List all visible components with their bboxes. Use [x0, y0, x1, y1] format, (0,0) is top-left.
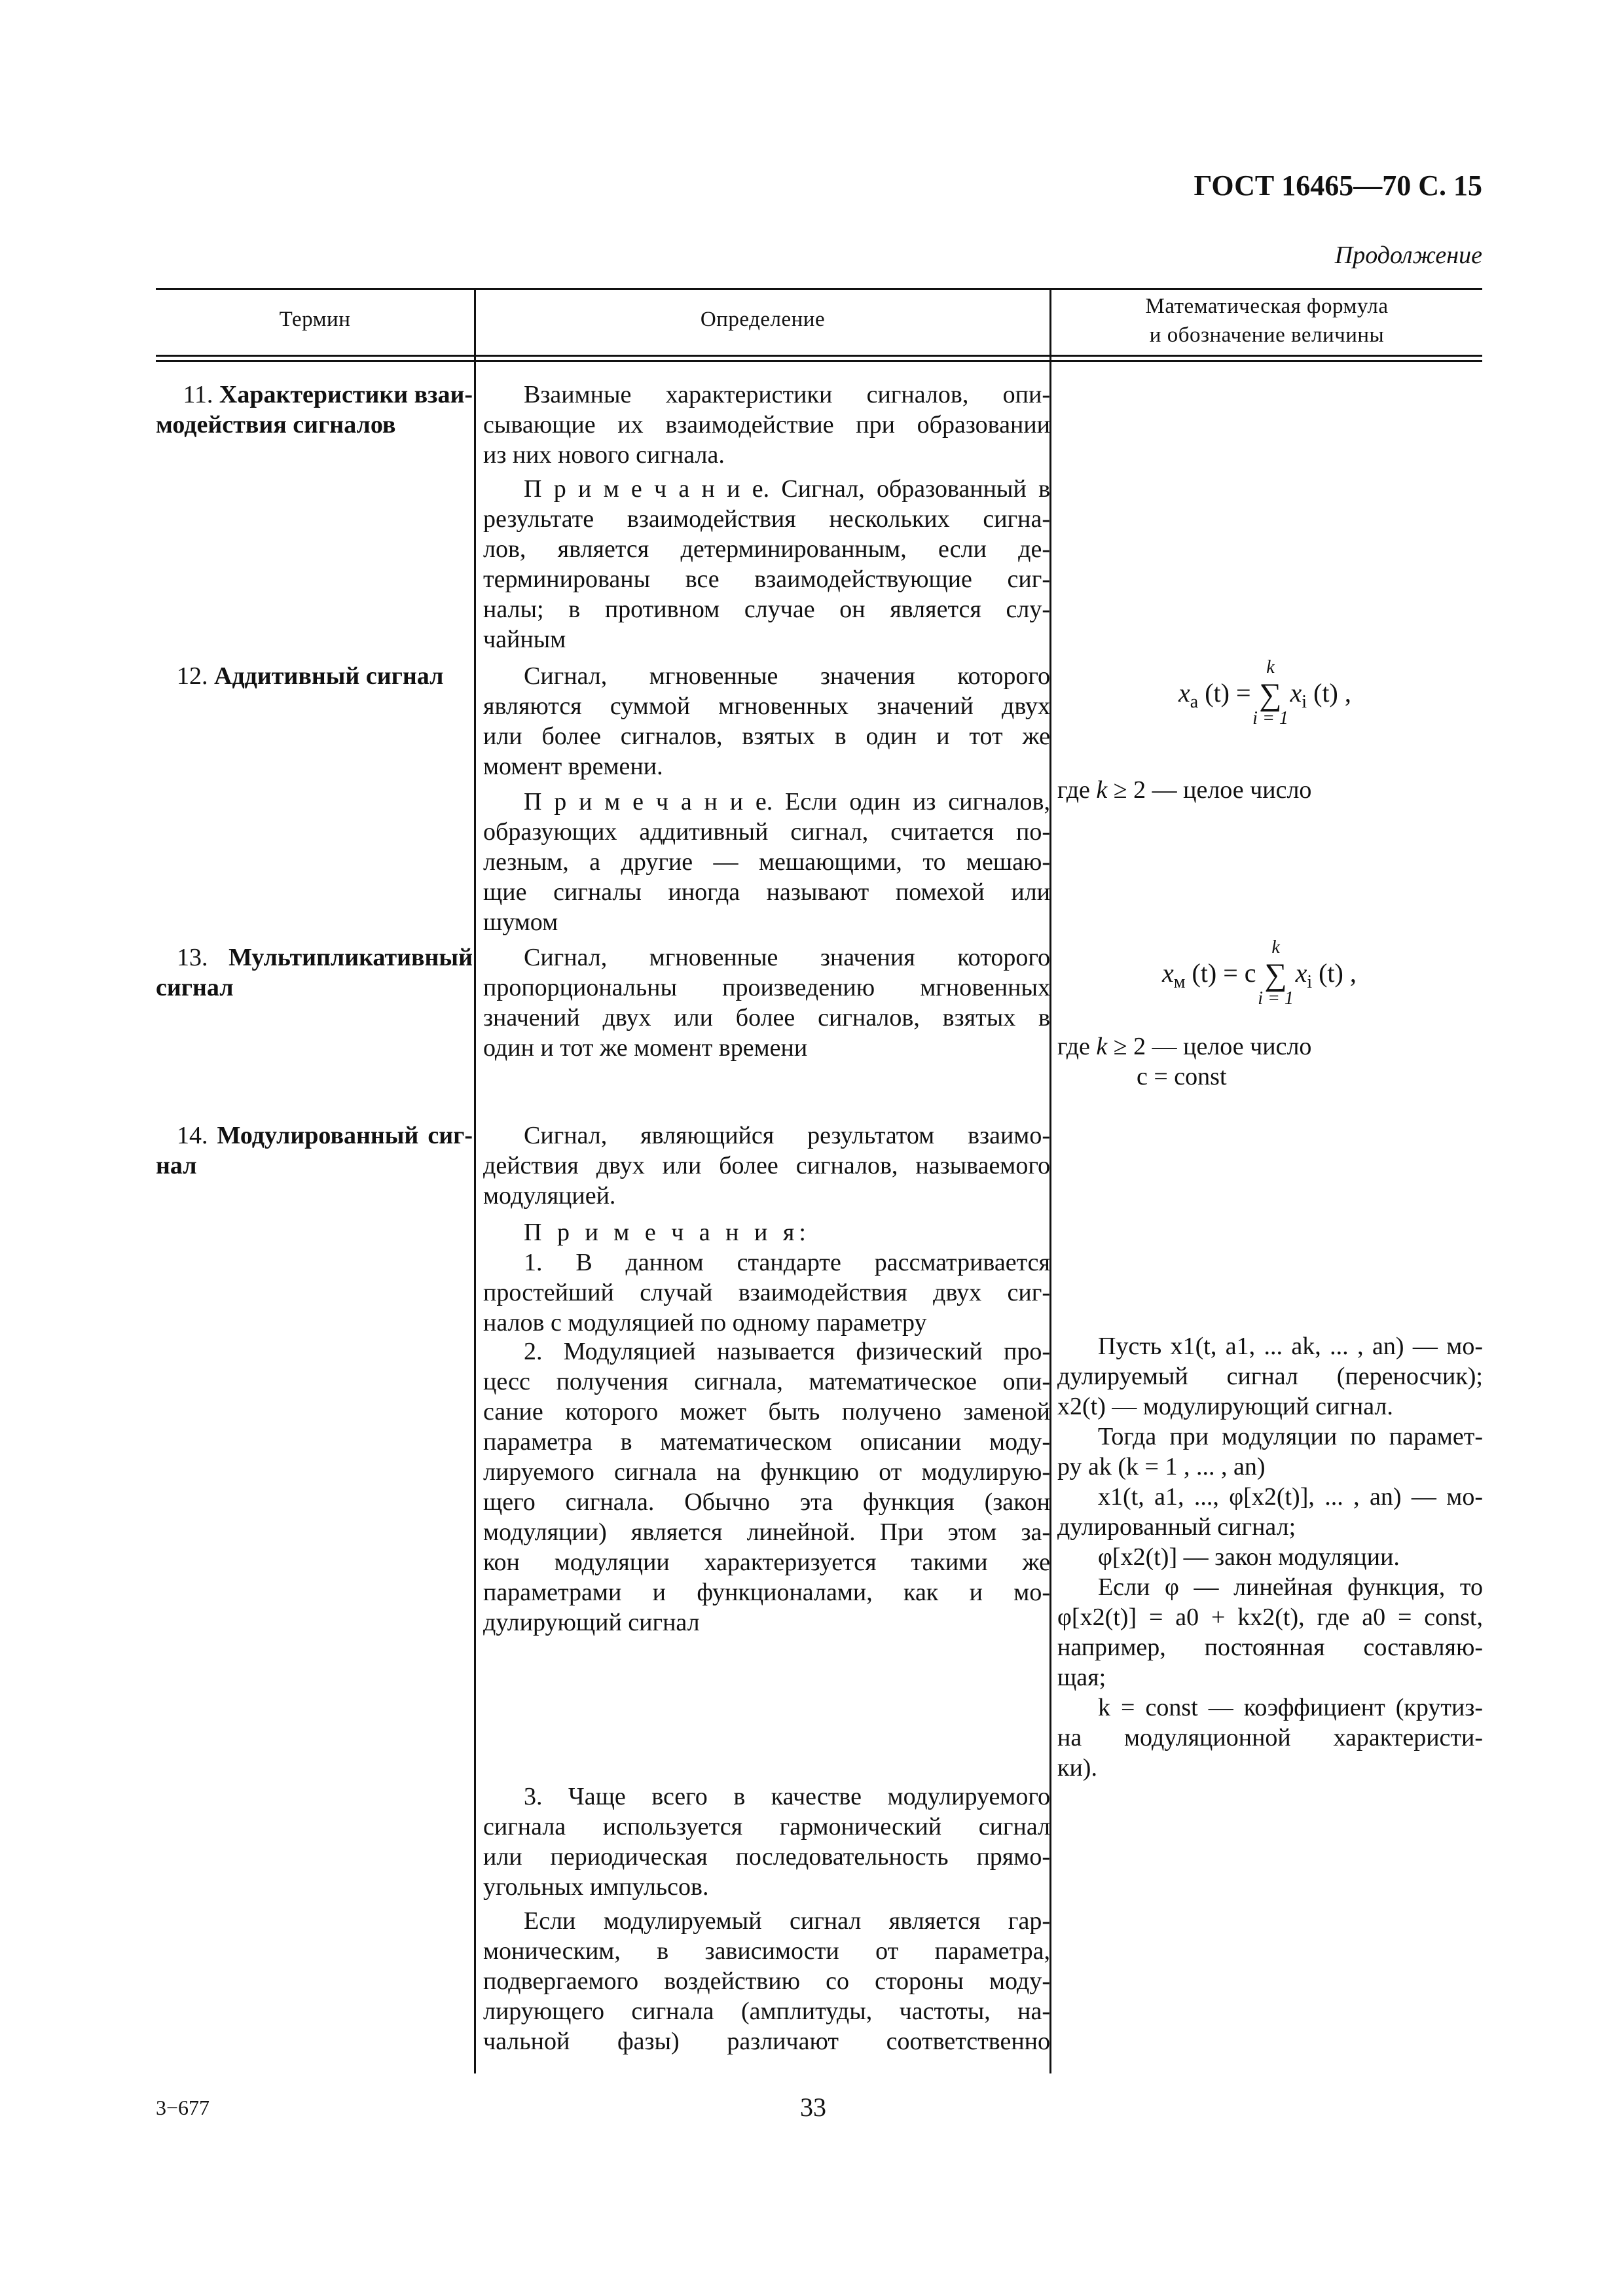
- formula-modulation-block: [1057, 1331, 1483, 1783]
- formula-multiplicative-condition: где k ≥ 2 — целое число: [1057, 1033, 1312, 1060]
- formula-line: ки).: [1057, 1754, 1097, 1782]
- table-top-rule: [156, 288, 1482, 290]
- formula-line: дулируемый сигнал (переносчик);: [1057, 1363, 1483, 1390]
- column-header-formula-line1: Математическая формула: [1145, 295, 1389, 318]
- formula-line: k = const — коэффициент (крутиз-: [1098, 1694, 1483, 1721]
- note-14-4: Если модулируемый сигнал является гар- моническим, в зависимости от параметра, подвергаемого воздействию со стороны моду- лирующего сигнала (амплитуды, частоты, на- чальной фазы) различают соответственно: [483, 1907, 1050, 2055]
- definition-12: Сигнал, мгновенные значения которого являются суммой мгновенных значений двух или более сигналов, взятых в один и тот же момент времени.: [483, 662, 1050, 780]
- column-header-definition: Определение: [700, 308, 826, 331]
- column-header-term: Термин: [279, 308, 351, 331]
- table-header-rule-1: [156, 355, 1482, 357]
- column-header-formula-line2: и обозначение величины: [1149, 323, 1385, 347]
- page-number: 33: [800, 2092, 826, 2122]
- column-divider-1: [474, 288, 476, 2073]
- formula-line: Пусть x1(t, a1, ... ak, ... , an) — мо-: [1098, 1333, 1483, 1360]
- formula-line: φ[x2(t)] — закон модуляции.: [1098, 1543, 1400, 1571]
- note-11: П р и м е ч а н и е. Сигнал, образованный в результате взаимодействия нескольких сигна- лов, является детерминированным, если де- терминированы все взаимодействующие сиг- налы; в противном случае он является слу- чайным: [483, 475, 1051, 653]
- formula-line: на модуляционной характеристи-: [1057, 1724, 1483, 1751]
- formula-line: x2(t) — модулирующий сигнал.: [1057, 1393, 1393, 1420]
- term-11: 11. Характеристики взаи- модействия сигналов: [156, 381, 473, 439]
- formula-line: дулированный сигнал;: [1057, 1513, 1296, 1541]
- note-14-2: 2. Модуляцией называется физический про- цесс получения сигнала, математическое опи- сание которого может быть получено заменой параметра в математическом описании моду- лируемого сигнала на функцию от модулирую- щего сигнала. Обычно эта функция (закон модуляции) является линейной. При этом за- кон модуляции характеризуется такими же параметрами и функционалами, как и мо- дулирующий сигнал: [483, 1338, 1050, 1636]
- formula-line: Если φ — линейная функция, то: [1098, 1573, 1483, 1601]
- formula-additive-condition: где k ≥ 2 — целое число: [1057, 776, 1312, 804]
- table-header-rule-2: [156, 360, 1482, 362]
- column-header-formula: [1051, 292, 1482, 350]
- definition-14: Сигнал, являющийся результатом взаимо- действия двух или более сигналов, называемого модуляцией.: [483, 1122, 1050, 1210]
- notes-14-head: П р и м е ч а н и я:: [524, 1219, 811, 1246]
- formula-line: щая;: [1057, 1664, 1106, 1691]
- note-12: П р и м е ч а н и е. Если один из сигналов, образующих аддитивный сигнал, считается по- лезным, а другие — мешающими, то мешаю- щие сигналы иногда называют помехой или шумом: [483, 788, 1050, 936]
- document-header: ГОСТ 16465—70 С. 15: [1194, 170, 1482, 202]
- formula-additive: $x_a$ (t) = k ∑ i = 1 $x_i$ (t) ,: [1178, 657, 1351, 729]
- formula-line: Тогда при модуляции по парамет-: [1098, 1423, 1483, 1450]
- formula-constant: c = const: [1137, 1063, 1227, 1090]
- definition-11: Взаимные характеристики сигналов, опи- сывающие их взаимодействие при образовании из них нового сигнала.: [483, 381, 1050, 469]
- formula-line: x1(t, a1, ..., φ[x2(t)], ... , an) — мо-: [1098, 1483, 1483, 1511]
- note-14-3: 3. Чаще всего в качестве модулируемого сигнала используется гармонический сигнал или периодическая последовательность прямо- угольных импульсов.: [483, 1783, 1050, 1901]
- note-14-1: 1. В данном стандарте рассматривается простейший случай взаимодействия двух сиг- налов с модуляцией по одному параметру: [483, 1249, 1050, 1336]
- formula-line: например, постоянная составляю-: [1057, 1634, 1483, 1661]
- term-14: 14. Модулированный сиг- нал: [156, 1122, 473, 1179]
- footer-print-code: 3−677: [156, 2096, 210, 2119]
- definition-13: Сигнал, мгновенные значения которого пропорциональны произведению мгновенных значений двух или более сигналов, взятых в один и тот же момент времени: [483, 944, 1050, 1062]
- formula-line: φ[x2(t)] = a0 + kx2(t), где a0 = const,: [1057, 1604, 1483, 1631]
- term-12: 12. Аддитивный сигнал: [177, 662, 444, 690]
- summation-symbol: k ∑ i = 1: [1258, 937, 1294, 1009]
- term-13: 13. Мультипликативный сигнал: [156, 944, 473, 1001]
- continuation-label: Продолжение: [1334, 242, 1482, 269]
- formula-line: ру ak (k = 1 , ... , an): [1057, 1453, 1266, 1480]
- formula-multiplicative: $x_м$ (t) = c k ∑ i = 1 $x_i$ (t) ,: [1162, 937, 1357, 1009]
- summation-symbol: k ∑ i = 1: [1252, 657, 1288, 729]
